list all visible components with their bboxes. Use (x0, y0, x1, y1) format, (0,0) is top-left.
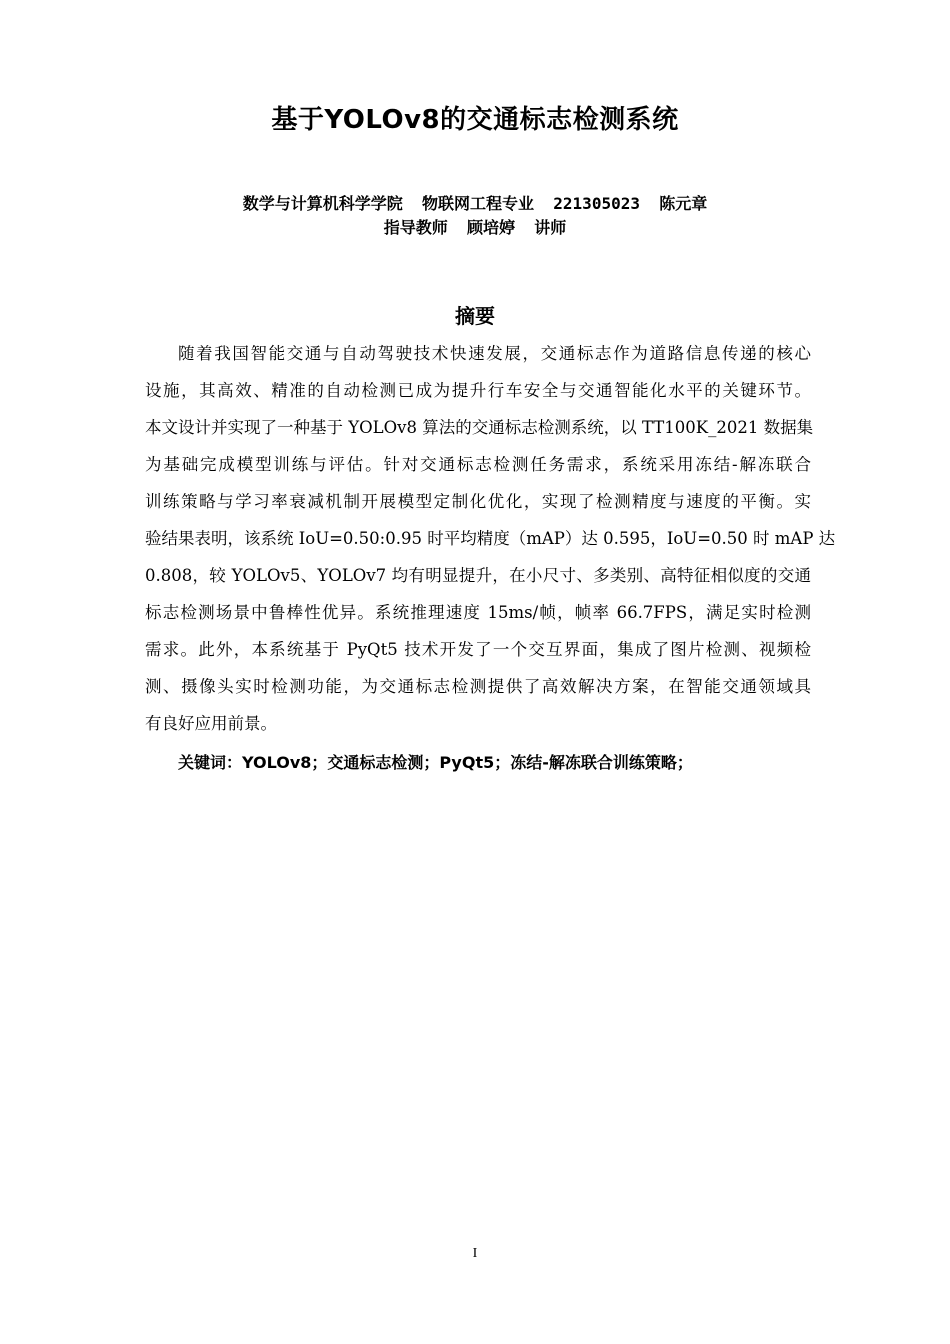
abstract-heading: 摘要 (455, 304, 495, 328)
abstract-line: 0.808，较 YOLOv5、YOLOv7 均有明显提升，在小尺寸、多类别、高特征相似度的交通 (145, 566, 811, 585)
abstract-line: 设施，其高效、精准的自动检测已成为提升行车安全与交通智能化水平的关键环节。 (145, 381, 811, 400)
abstract-line: 随着我国智能交通与自动驾驶技术快速发展，交通标志作为道路信息传递的核心 (178, 344, 811, 363)
keywords: 关键词：YOLOv8；交通标志检测；PyQt5；冻结-解冻联合训练策略； (178, 753, 693, 772)
abstract-line: 验结果表明，该系统 IoU=0.50:0.95 时平均精度（mAP）达 0.595，IoU=0.50 时 mAP 达 (145, 529, 836, 548)
author-info: 数学与计算机科学学院 物联网工程专业 221305023 陈元章 (242, 194, 708, 213)
abstract-line: 为基础完成模型训练与评估。针对交通标志检测任务需求，系统采用冻结-解冻联合 (145, 455, 811, 474)
page-number: I (472, 1246, 478, 1261)
abstract-line: 标志检测场景中鲁棒性优异。系统推理速度 15ms/帧，帧率 66.7FPS，满足实时检测 (145, 603, 811, 622)
abstract-body (145, 335, 836, 742)
advisor-info: 指导教师 顾培婷 讲师 (383, 218, 567, 237)
abstract-line: 训练策略与学习率衰减机制开展模型定制化优化，实现了检测精度与速度的平衡。实 (145, 492, 811, 511)
abstract-line: 测、摄像头实时检测功能，为交通标志检测提供了高效解决方案，在智能交通领域具 (145, 677, 811, 696)
abstract-line: 需求。此外，本系统基于 PyQt5 技术开发了一个交互界面，集成了图片检测、视频检 (145, 640, 811, 659)
abstract-line: 本文设计并实现了一种基于 YOLOv8 算法的交通标志检测系统，以 TT100K_2021 数据集 (145, 418, 814, 437)
abstract-line: 有良好应用前景。 (145, 714, 277, 733)
paper-title: 基于YOLOv8的交通标志检测系统 (271, 105, 679, 135)
